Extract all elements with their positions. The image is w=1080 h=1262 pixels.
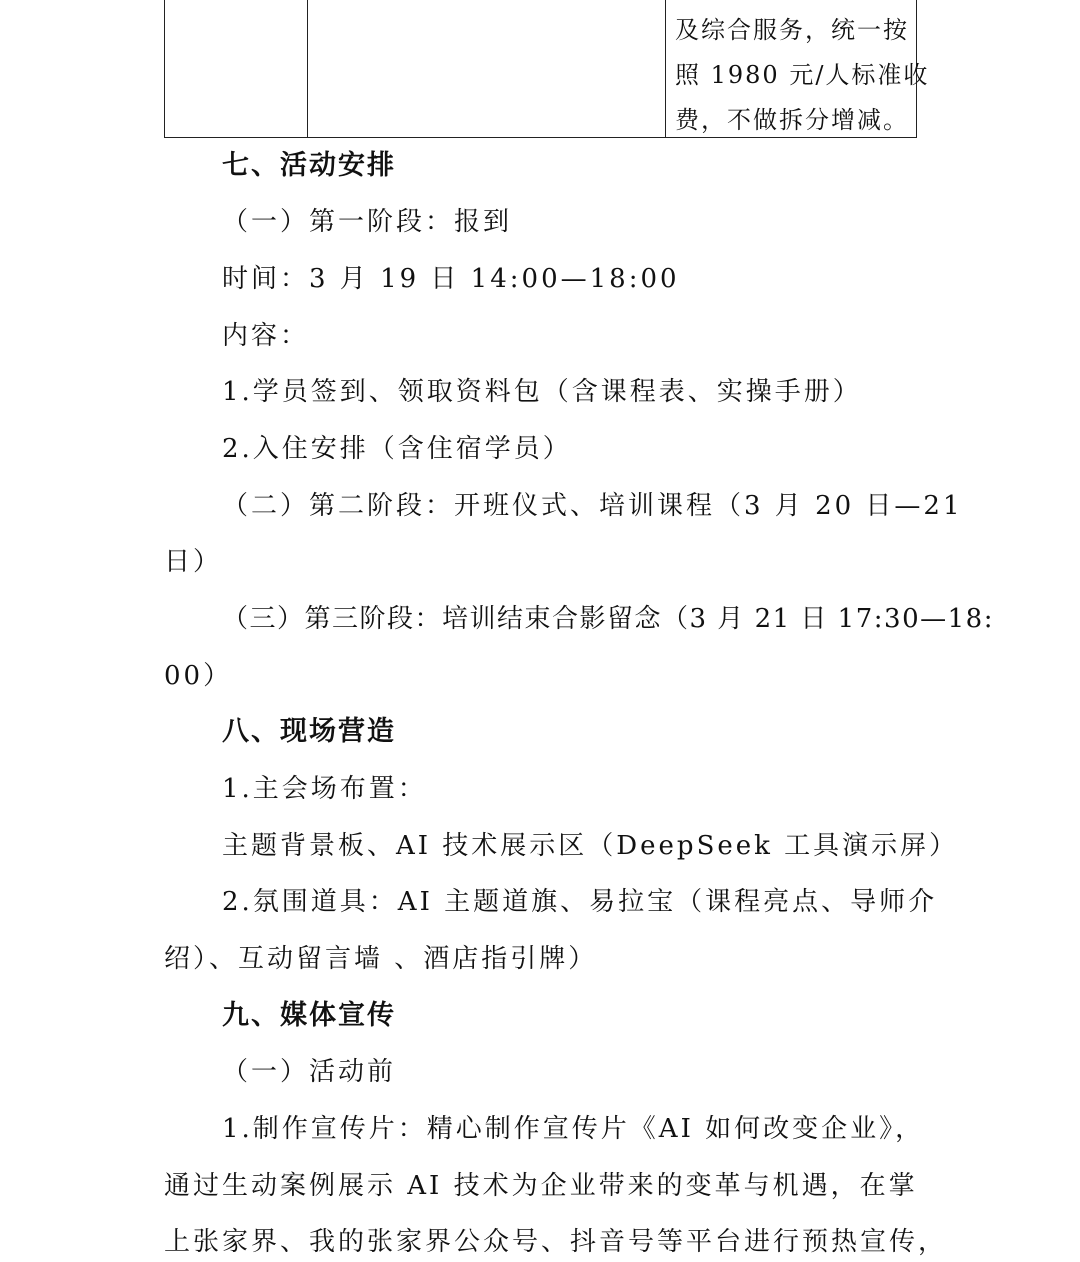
table-cell-empty-2	[307, 0, 666, 137]
section9-heading: 九、媒体宣传	[222, 1000, 396, 1031]
venue-item1-title: 1.主会场布置：	[222, 774, 427, 804]
venue-item2: 2.氛围道具：AI 主题道旗、易拉宝（课程亮点、导师介	[222, 887, 938, 917]
phase2-title: （二）第二阶段：开班仪式、培训课程（3 月 20 日—21	[222, 491, 963, 521]
media-paragraph-line: 1.制作宣传片：精心制作宣传片《AI 如何改变企业》，	[222, 1114, 925, 1144]
phase2-title-cont: 日）	[164, 547, 223, 577]
phase3-title: （三）第三阶段：培训结束合影留念（3 月 21 日 17:30—18:	[222, 604, 994, 634]
phase1-title: （一）第一阶段：报到	[222, 207, 513, 237]
phase1-content-label: 内容：	[222, 321, 310, 351]
phase1-time: 时间：3 月 19 日 14:00—18:00	[222, 264, 680, 294]
media-before-subheading: （一）活动前	[222, 1057, 397, 1087]
media-paragraph-line: 上张家界、我的张家界公众号、抖音号等平台进行预热宣传，	[164, 1227, 948, 1257]
venue-item1-body: 主题背景板、AI 技术展示区（DeepSeek 工具演示屏）	[222, 831, 959, 861]
table-text-line: 费，不做拆分增减。	[675, 106, 909, 134]
phase3-title-cont: 00）	[164, 661, 233, 691]
table-cell-fee-note	[665, 0, 930, 137]
section8-heading: 八、现场营造	[222, 716, 396, 747]
table-text-line: 照 1980 元/人标准收	[675, 61, 930, 89]
table-text-line: 及综合服务，统一按	[675, 16, 909, 44]
phase1-item: 1.学员签到、领取资料包（含课程表、实操手册）	[222, 377, 862, 407]
media-paragraph-line: 通过生动案例展示 AI 技术为企业带来的变革与机遇，在掌	[164, 1171, 918, 1201]
phase1-item: 2.入住安排（含住宿学员）	[222, 434, 572, 464]
fee-table-fragment	[164, 0, 930, 138]
table-cell-empty-1	[165, 0, 308, 137]
venue-item2-cont: 绍）、互动留言墙 、酒店指引牌）	[164, 944, 598, 974]
section7-heading: 七、活动安排	[222, 150, 396, 181]
